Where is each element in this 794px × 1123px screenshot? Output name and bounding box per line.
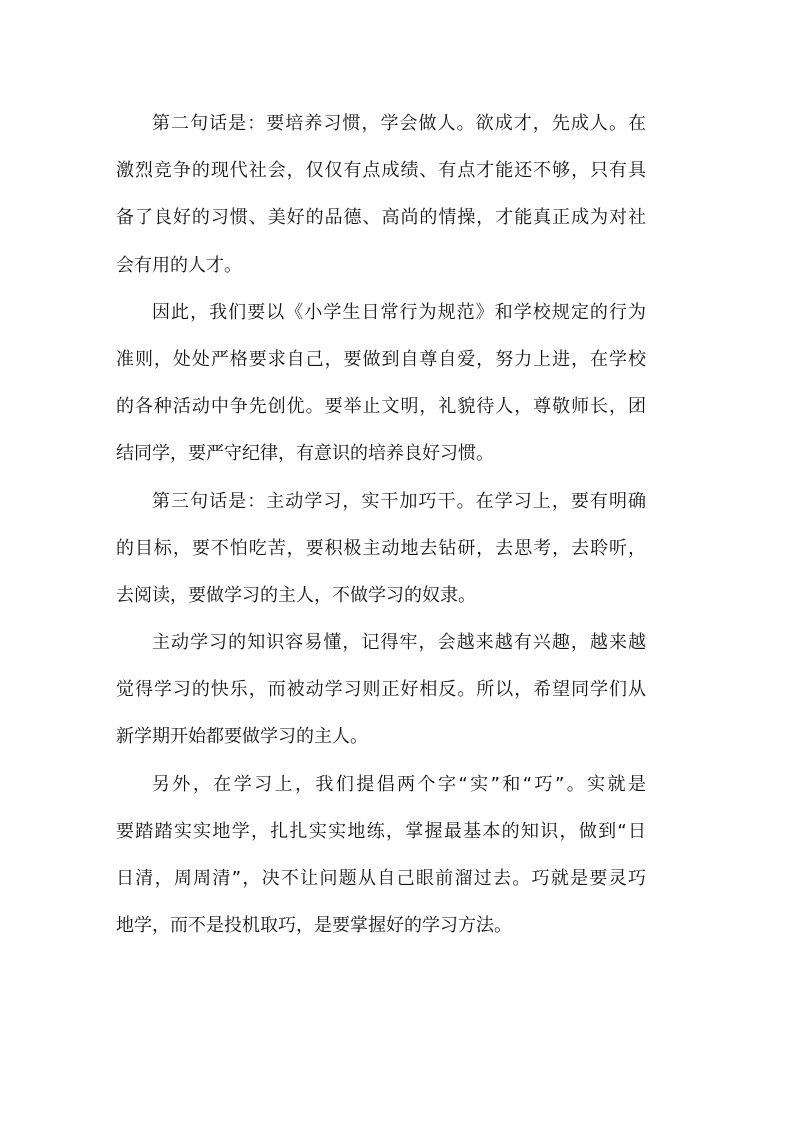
paragraph-line: 备了良好的习惯、美好的品德、高尚的情操，才能真正成为对社: [116, 207, 646, 229]
paragraph-line: 准则，处处严格要求自己，要做到自尊自爱，努力上进，在学校: [116, 348, 646, 370]
paragraph-line: 觉得学习的快乐，而被动学习则正好相反。所以，希望同学们从: [116, 679, 646, 701]
paragraph-line: 主动学习的知识容易懂，记得牢，会越来越有兴趣，越来越: [152, 632, 646, 654]
paragraph-line: 另外，在学习上，我们提倡两个字“实”和“巧”。实就是: [152, 773, 646, 795]
paragraph-line: 要踏踏实实地学，扎扎实实地练，掌握最基本的知识，做到“日: [116, 820, 646, 842]
paragraph-line: 结同学，要严守纪律，有意识的培养良好习惯。: [116, 443, 494, 465]
document-body: [116, 100, 646, 949]
paragraph-line: 新学期开始都要做学习的主人。: [116, 726, 368, 748]
paragraph-line: 去阅读，要做学习的主人，不做学习的奴隶。: [116, 584, 476, 606]
paragraph-line: 会有用的人才。: [116, 254, 242, 276]
paragraph-line: 的各种活动中争先创优。要举止文明，礼貌待人，尊敬师长，团: [116, 396, 646, 418]
paragraph-line: 地学，而不是投机取巧，是要掌握好的学习方法。: [116, 915, 512, 937]
paragraph-line: 日清，周周清”，决不让问题从自己眼前溜过去。巧就是要灵巧: [116, 868, 646, 889]
paragraph-line: 第三句话是：主动学习，实干加巧干。在学习上，要有明确: [152, 490, 646, 512]
paragraph-line: 的目标，要不怕吃苦，要积极主动地去钻研，去思考，去聆听，: [116, 537, 646, 559]
paragraph-line: 激烈竞争的现代社会，仅仅有点成绩、有点才能还不够，只有具: [116, 160, 646, 182]
paragraph-line: 因此，我们要以《小学生日常行为规范》和学校规定的行为: [152, 301, 646, 323]
paragraph-line: 第二句话是：要培养习惯，学会做人。欲成才，先成人。在: [152, 113, 646, 134]
